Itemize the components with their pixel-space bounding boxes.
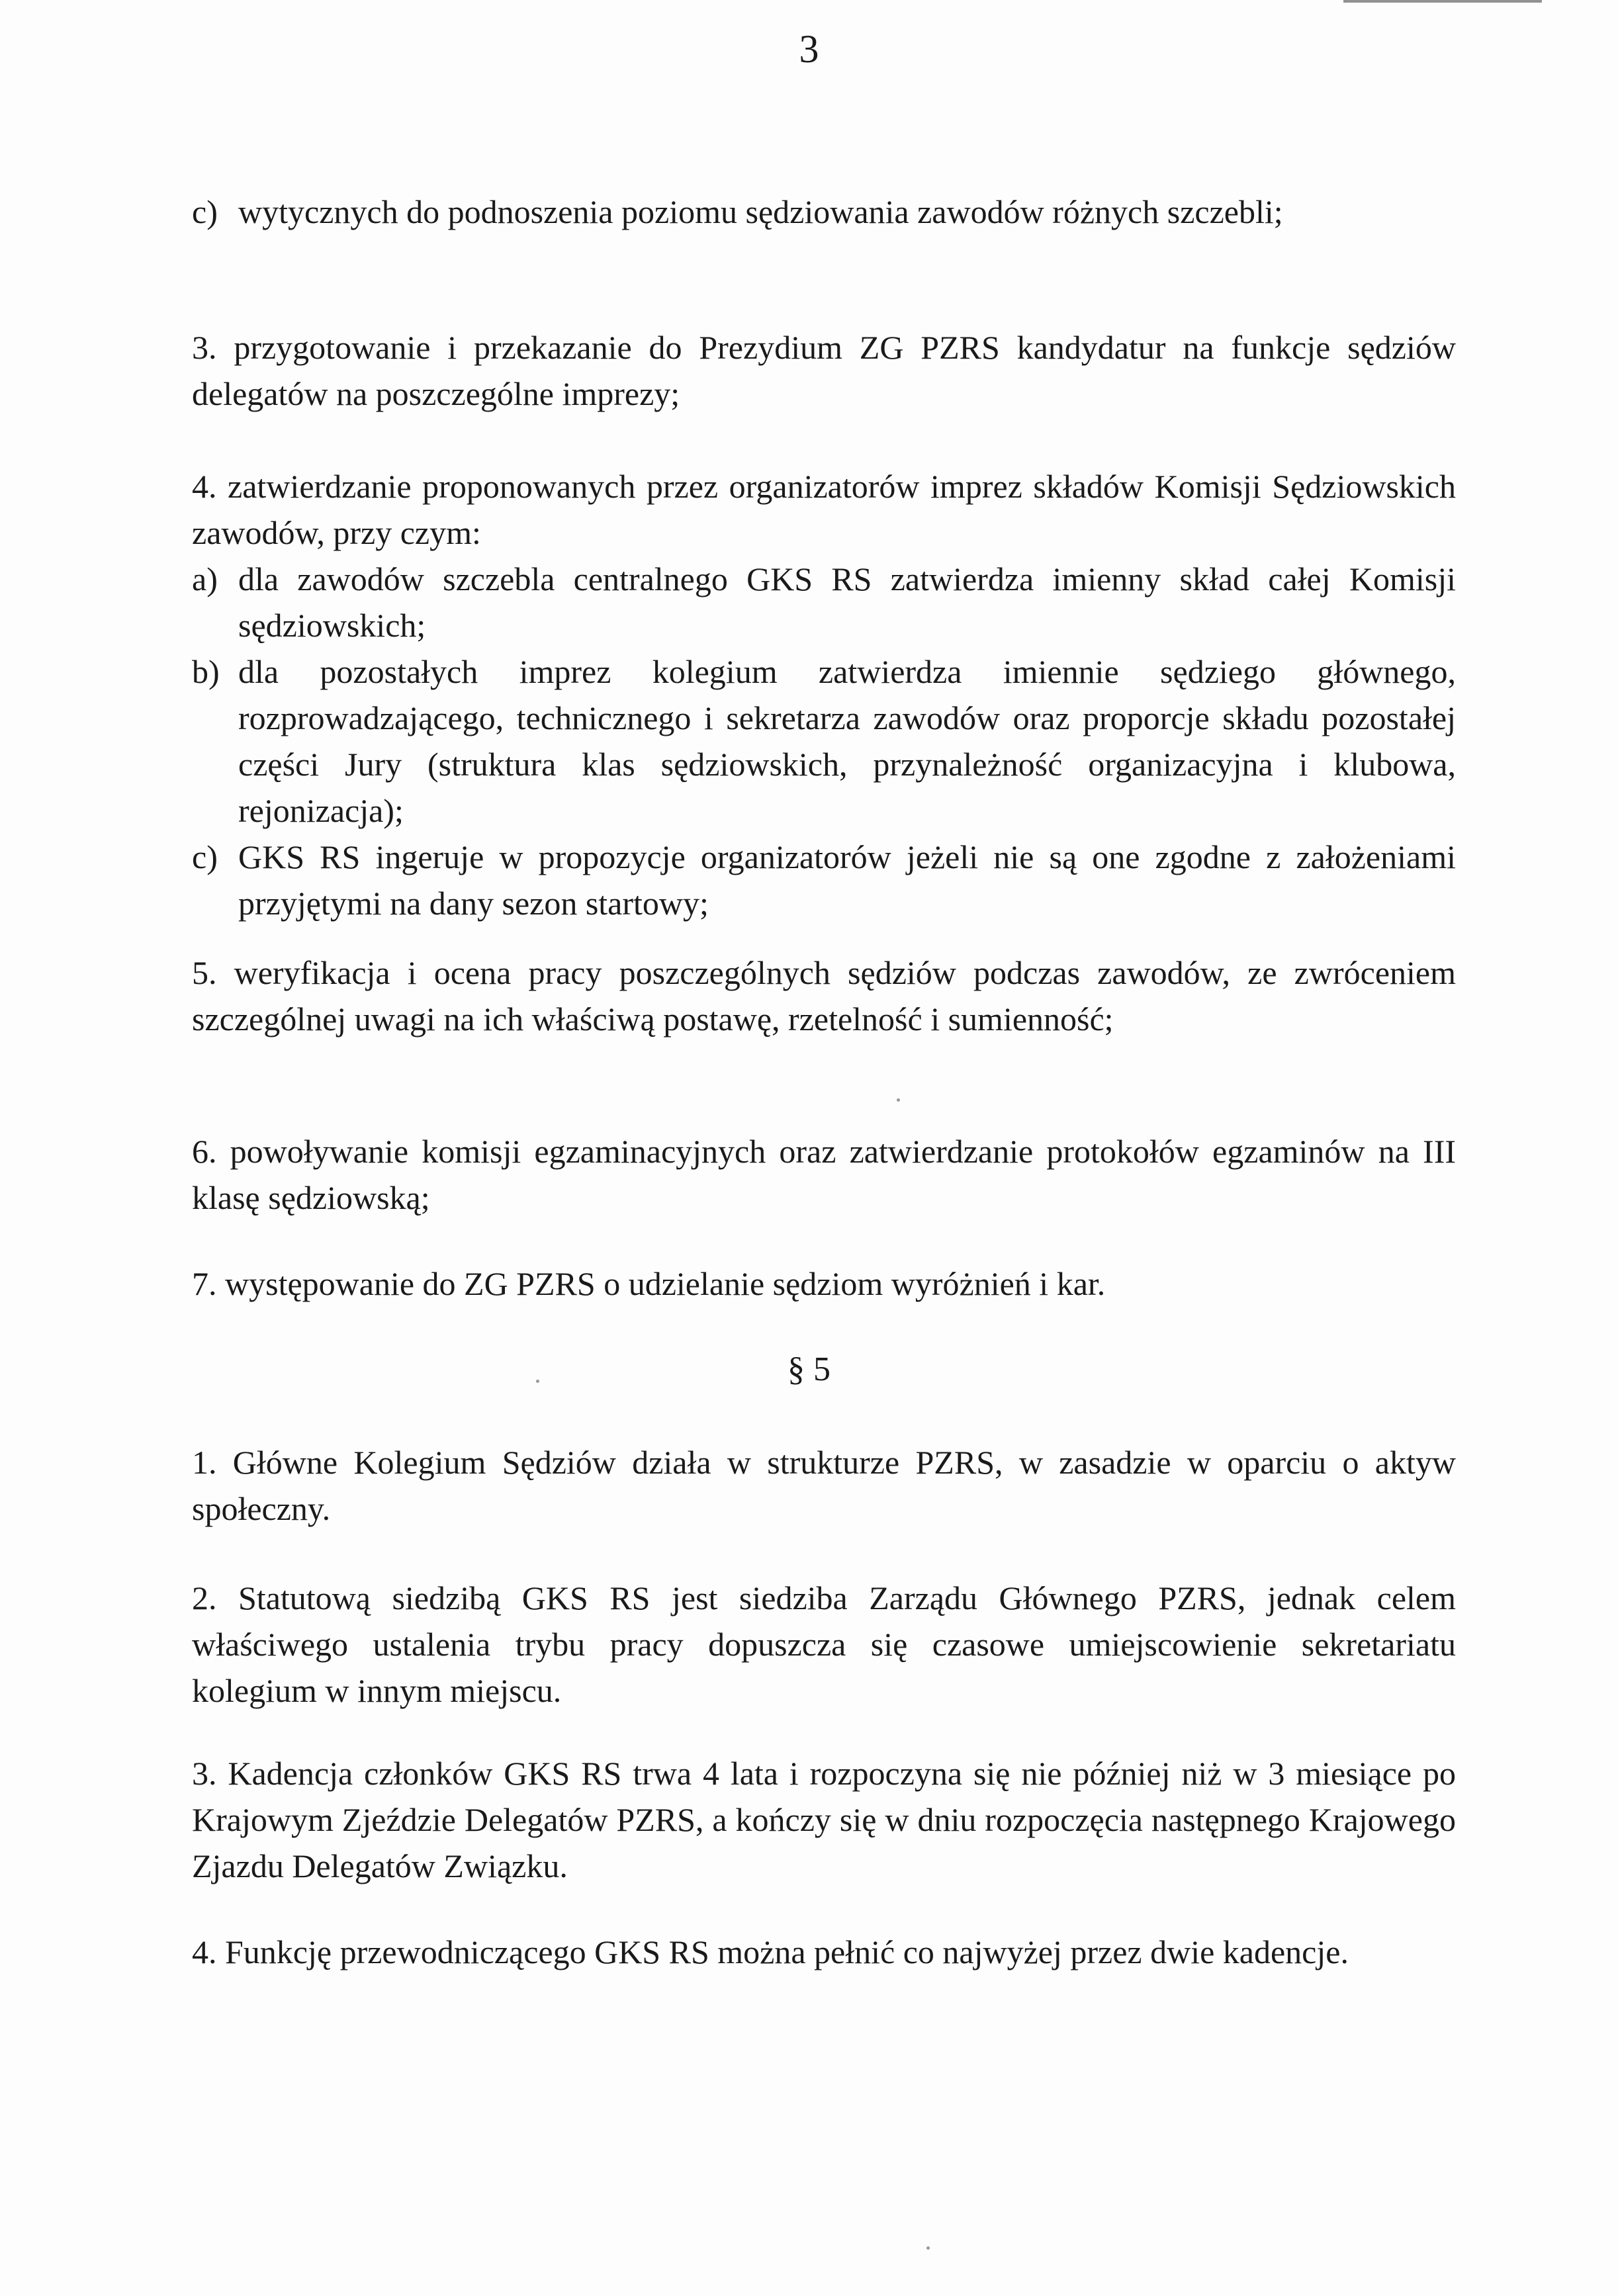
paragraph-text: 2. Statutową siedzibą GKS RS jest siedziba Zarządu Głównego PZRS, jednak celem właściwego ustalenia trybu pracy dopuszcza się czasowe umiejscowienie sekretariatu kolegium w innym miejscu. [192, 1579, 1456, 1709]
paragraph-text: 5. weryfikacja i ocena pracy poszczególnych sędziów podczas zawodów, ze zwróceniem szczególnej uwagi na ich właściwą postawę, rzetelność i sumienność; [192, 954, 1456, 1038]
paragraph-text: 4. zatwierdzanie proponowanych przez organizatorów imprez składów Komisji Sędziowskich zawodów, przy czym: [192, 468, 1456, 551]
scan-speck [897, 1098, 900, 1102]
section-paragraph-1 [192, 1439, 1456, 1532]
item-marker: b) [192, 653, 220, 690]
item-text: dla zawodów szczebla centralnego GKS RS zatwierdza imienny skład całej Komisji sędziowskich; [238, 560, 1456, 644]
paragraph-text: 6. powoływanie komisji egzaminacyjnych oraz zatwierdzanie protokołów egzaminów na III klasę sędziowską; [192, 1133, 1456, 1216]
item-marker: a) [192, 560, 218, 597]
subpoint-a [192, 556, 1456, 648]
scan-edge-line [1343, 0, 1542, 3]
point-4 [192, 463, 1456, 926]
paragraph-text: 3. przygotowanie i przekazanie do Prezydium ZG PZRS kandydatur na funkcje sędziów delegatów na poszczególne imprezy; [192, 329, 1456, 412]
point-7 [192, 1260, 1456, 1307]
page-number: 3 [799, 27, 819, 71]
subpoint-b [192, 648, 1456, 834]
section-paragraph-2 [192, 1575, 1456, 1714]
point-3 [192, 324, 1456, 417]
item-marker: c) [192, 838, 218, 875]
paragraph-text: 3. Kadencja członków GKS RS trwa 4 lata i rozpoczyna się nie później niż w 3 miesiące po Krajowym Zjeździe Delegatów PZRS, a kończy się w dniu rozpoczęcia następnego Krajowego Zjazdu Delegatów Związku. [192, 1755, 1456, 1884]
paragraph-text: 4. Funkcję przewodniczącego GKS RS można pełnić co najwyżej przez dwie kadencje. [192, 1933, 1349, 1970]
section-heading: § 5 [787, 1350, 831, 1388]
paragraph-text: 1. Główne Kolegium Sędziów działa w strukturze PZRS, w zasadzie w oparciu o aktyw społeczny. [192, 1444, 1456, 1527]
list-item-c-intro [192, 189, 1456, 235]
point-6 [192, 1128, 1456, 1221]
point-5 [192, 949, 1456, 1042]
item-text: GKS RS ingeruje w propozycje organizatorów jeżeli nie są one zgodne z założeniami przyjętymi na dany sezon startowy; [238, 838, 1456, 922]
section-paragraph-3 [192, 1750, 1456, 1889]
item-text: dla pozostałych imprez kolegium zatwierdza imiennie sędziego głównego, rozprowadzającego, technicznego i sekretarza zawodów oraz proporcje składu pozostałej części Jury (struktura klas sędziowskich, przynależność organizacyjna i klubowa, rejonizacja); [238, 653, 1456, 829]
section-paragraph-4 [192, 1929, 1456, 1975]
subpoint-c [192, 834, 1456, 926]
item-marker: c) [192, 193, 218, 230]
paragraph-text: 7. występowanie do ZG PZRS o udzielanie sędziom wyróżnień i kar. [192, 1265, 1106, 1302]
scan-speck [926, 2246, 930, 2250]
item-text: wytycznych do podnoszenia poziomu sędziowania zawodów różnych szczebli; [238, 193, 1283, 230]
